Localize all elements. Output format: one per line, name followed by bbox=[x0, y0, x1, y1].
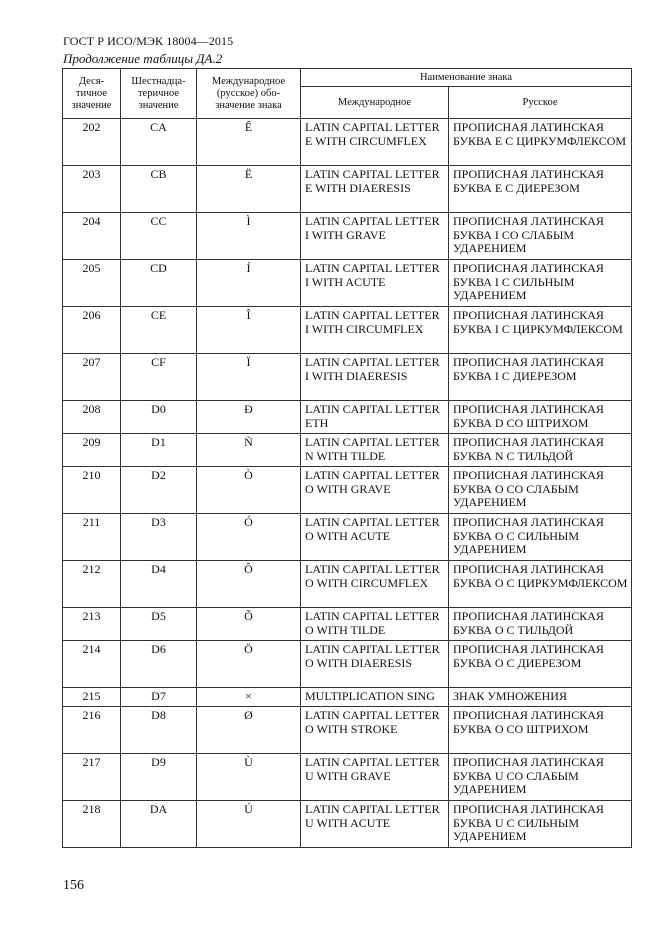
cell-decimal: 206 bbox=[63, 307, 121, 354]
cell-hex: D9 bbox=[121, 754, 197, 801]
cell-hex: CF bbox=[121, 354, 197, 401]
table-row bbox=[63, 119, 632, 166]
cell-decimal: 203 bbox=[63, 166, 121, 213]
cell-rus-name: ЗНАК УМНОЖЕНИЯ bbox=[449, 688, 632, 707]
cell-hex: CE bbox=[121, 307, 197, 354]
cell-rus-name: ПРОПИСНАЯ ЛАТИНСКАЯ БУКВА O СО ШТРИХОМ bbox=[449, 707, 632, 754]
cell-symbol: Ê bbox=[197, 119, 301, 166]
cell-hex: D8 bbox=[121, 707, 197, 754]
cell-rus-name: ПРОПИСНАЯ ЛАТИНСКАЯ БУКВА I С ДИЕРЕЗОМ bbox=[449, 354, 632, 401]
cell-symbol: Ì bbox=[197, 213, 301, 260]
cell-intl-name: LATIN CAPITAL LETTER O WITH ACUTE bbox=[301, 514, 449, 561]
cell-hex: CD bbox=[121, 260, 197, 307]
cell-decimal: 208 bbox=[63, 401, 121, 434]
cell-intl-name: LATIN CAPITAL LETTER I WITH ACUTE bbox=[301, 260, 449, 307]
table-row bbox=[63, 354, 632, 401]
col-header-rus: Русское bbox=[449, 87, 632, 119]
cell-hex: CA bbox=[121, 119, 197, 166]
cell-rus-name: ПРОПИСНАЯ ЛАТИНСКАЯ БУКВА O СО СЛАБЫМ УДАРЕНИЕМ bbox=[449, 467, 632, 514]
cell-symbol: Ø bbox=[197, 707, 301, 754]
cell-decimal: 213 bbox=[63, 608, 121, 641]
cell-symbol: Ñ bbox=[197, 434, 301, 467]
col-header-name-group: Наименование знака bbox=[301, 69, 632, 87]
cell-decimal: 215 bbox=[63, 688, 121, 707]
table-row bbox=[63, 707, 632, 754]
col-header-intl: Международное bbox=[301, 87, 449, 119]
cell-symbol: Ô bbox=[197, 561, 301, 608]
cell-intl-name: LATIN CAPITAL LETTER I WITH GRAVE bbox=[301, 213, 449, 260]
cell-decimal: 210 bbox=[63, 467, 121, 514]
cell-decimal: 202 bbox=[63, 119, 121, 166]
cell-symbol: Ú bbox=[197, 801, 301, 848]
cell-decimal: 216 bbox=[63, 707, 121, 754]
cell-intl-name: LATIN CAPITAL LETTER O WITH GRAVE bbox=[301, 467, 449, 514]
cell-hex: CB bbox=[121, 166, 197, 213]
cell-hex: D7 bbox=[121, 688, 197, 707]
table-body bbox=[63, 119, 632, 848]
col-header-symbol bbox=[197, 69, 301, 119]
cell-decimal: 205 bbox=[63, 260, 121, 307]
col-header-hex bbox=[121, 69, 197, 119]
cell-intl-name: LATIN CAPITAL LETTER ETH bbox=[301, 401, 449, 434]
cell-symbol: Ó bbox=[197, 514, 301, 561]
cell-intl-name: MULTIPLICATION SING bbox=[301, 688, 449, 707]
cell-intl-name: LATIN CAPITAL LETTER E WITH DIAERESIS bbox=[301, 166, 449, 213]
cell-intl-name: LATIN CAPITAL LETTER O WITH CIRCUMFLEX bbox=[301, 561, 449, 608]
cell-symbol: Ò bbox=[197, 467, 301, 514]
cell-rus-name: ПРОПИСНАЯ ЛАТИНСКАЯ БУКВА O С СИЛЬНЫМ УДАРЕНИЕМ bbox=[449, 514, 632, 561]
cell-decimal: 209 bbox=[63, 434, 121, 467]
cell-rus-name: ПРОПИСНАЯ ЛАТИНСКАЯ БУКВА I С ЦИРКУМФЛЕКСОМ bbox=[449, 307, 632, 354]
cell-rus-name: ПРОПИСНАЯ ЛАТИНСКАЯ БУКВА O С ДИЕРЕЗОМ bbox=[449, 641, 632, 688]
cell-hex: D4 bbox=[121, 561, 197, 608]
cell-symbol: Î bbox=[197, 307, 301, 354]
cell-rus-name: ПРОПИСНАЯ ЛАТИНСКАЯ БУКВА D СО ШТРИХОМ bbox=[449, 401, 632, 434]
cell-hex: D1 bbox=[121, 434, 197, 467]
cell-rus-name: ПРОПИСНАЯ ЛАТИНСКАЯ БУКВА O С ТИЛЬДОЙ bbox=[449, 608, 632, 641]
cell-rus-name: ПРОПИСНАЯ ЛАТИНСКАЯ БУКВА N С ТИЛЬДОЙ bbox=[449, 434, 632, 467]
cell-rus-name: ПРОПИСНАЯ ЛАТИНСКАЯ БУКВА I СО СЛАБЫМ УДАРЕНИЕМ bbox=[449, 213, 632, 260]
table-row bbox=[63, 260, 632, 307]
col-header-decimal-label: Деся- тичное значение bbox=[71, 75, 112, 111]
cell-decimal: 204 bbox=[63, 213, 121, 260]
table-row bbox=[63, 467, 632, 514]
cell-intl-name: LATIN CAPITAL LETTER O WITH DIAERESIS bbox=[301, 641, 449, 688]
table-row bbox=[63, 514, 632, 561]
document-header: ГОСТ Р ИСО/МЭК 18004—2015 bbox=[63, 34, 234, 48]
table-row bbox=[63, 688, 632, 707]
table-row bbox=[63, 401, 632, 434]
cell-rus-name: ПРОПИСНАЯ ЛАТИНСКАЯ БУКВА O С ЦИРКУМФЛЕКСОМ bbox=[449, 561, 632, 608]
cell-intl-name: LATIN CAPITAL LETTER U WITH GRAVE bbox=[301, 754, 449, 801]
page-number: 156 bbox=[63, 878, 84, 893]
cell-decimal: 211 bbox=[63, 514, 121, 561]
col-header-symbol-label: Международное (русское) обо- значение знака bbox=[211, 75, 286, 111]
table-row bbox=[63, 434, 632, 467]
cell-symbol: Õ bbox=[197, 608, 301, 641]
cell-hex: D2 bbox=[121, 467, 197, 514]
cell-decimal: 214 bbox=[63, 641, 121, 688]
cell-intl-name: LATIN CAPITAL LETTER I WITH DIAERESIS bbox=[301, 354, 449, 401]
character-table bbox=[62, 68, 632, 848]
cell-symbol: Ð bbox=[197, 401, 301, 434]
cell-hex: D6 bbox=[121, 641, 197, 688]
cell-rus-name: ПРОПИСНАЯ ЛАТИНСКАЯ БУКВА E С ЦИРКУМФЛЕКСОМ bbox=[449, 119, 632, 166]
cell-symbol: × bbox=[197, 688, 301, 707]
cell-intl-name: LATIN CAPITAL LETTER I WITH CIRCUMFLEX bbox=[301, 307, 449, 354]
col-header-decimal bbox=[63, 69, 121, 119]
col-header-hex-label: Шестнадца- теричное значение bbox=[131, 75, 186, 111]
cell-symbol: Ï bbox=[197, 354, 301, 401]
table-header-row bbox=[63, 69, 632, 87]
cell-rus-name: ПРОПИСНАЯ ЛАТИНСКАЯ БУКВА E С ДИЕРЕЗОМ bbox=[449, 166, 632, 213]
cell-decimal: 212 bbox=[63, 561, 121, 608]
cell-intl-name: LATIN CAPITAL LETTER O WITH TILDE bbox=[301, 608, 449, 641]
cell-decimal: 217 bbox=[63, 754, 121, 801]
cell-symbol: Ù bbox=[197, 754, 301, 801]
table-row bbox=[63, 561, 632, 608]
table-row bbox=[63, 641, 632, 688]
table-caption: Продолжение таблицы ДА.2 bbox=[63, 51, 223, 66]
cell-symbol: Ë bbox=[197, 166, 301, 213]
table-row bbox=[63, 801, 632, 848]
cell-intl-name: LATIN CAPITAL LETTER E WITH CIRCUMFLEX bbox=[301, 119, 449, 166]
table-row bbox=[63, 166, 632, 213]
table-row bbox=[63, 307, 632, 354]
cell-symbol: Ö bbox=[197, 641, 301, 688]
cell-rus-name: ПРОПИСНАЯ ЛАТИНСКАЯ БУКВА I С СИЛЬНЫМ УДАРЕНИЕМ bbox=[449, 260, 632, 307]
cell-rus-name: ПРОПИСНАЯ ЛАТИНСКАЯ БУКВА U С СИЛЬНЫМ УДАРЕНИЕМ bbox=[449, 801, 632, 848]
cell-hex: DA bbox=[121, 801, 197, 848]
table-row bbox=[63, 754, 632, 801]
cell-decimal: 218 bbox=[63, 801, 121, 848]
cell-decimal: 207 bbox=[63, 354, 121, 401]
cell-rus-name: ПРОПИСНАЯ ЛАТИНСКАЯ БУКВА U СО СЛАБЫМ УДАРЕНИЕМ bbox=[449, 754, 632, 801]
cell-hex: D3 bbox=[121, 514, 197, 561]
cell-hex: D0 bbox=[121, 401, 197, 434]
cell-intl-name: LATIN CAPITAL LETTER U WITH ACUTE bbox=[301, 801, 449, 848]
cell-hex: D5 bbox=[121, 608, 197, 641]
cell-hex: CC bbox=[121, 213, 197, 260]
table-row bbox=[63, 213, 632, 260]
cell-intl-name: LATIN CAPITAL LETTER O WITH STROKE bbox=[301, 707, 449, 754]
table-row bbox=[63, 608, 632, 641]
cell-intl-name: LATIN CAPITAL LETTER N WITH TILDE bbox=[301, 434, 449, 467]
cell-symbol: Í bbox=[197, 260, 301, 307]
